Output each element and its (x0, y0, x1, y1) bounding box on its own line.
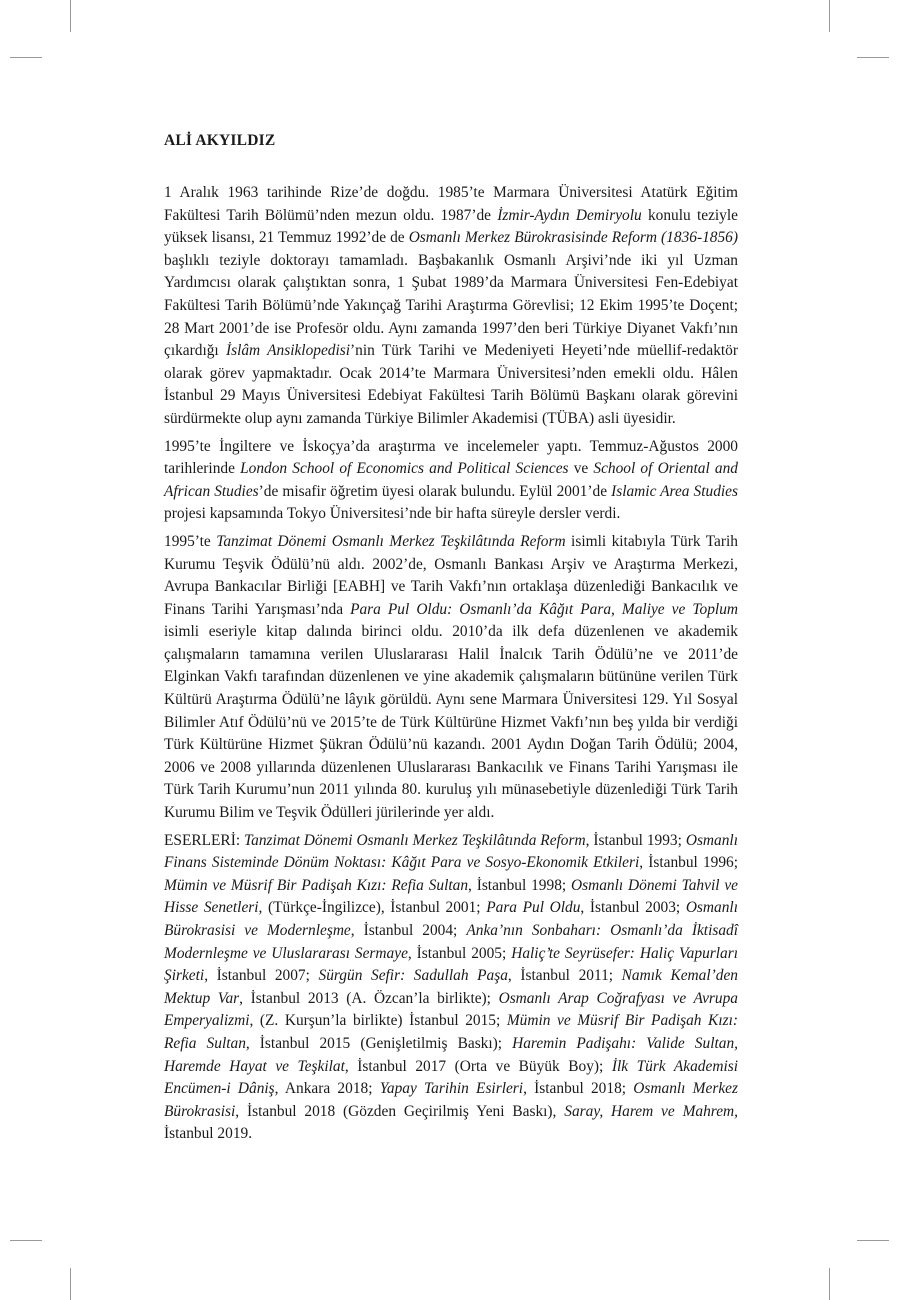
crop-mark-top-left-horizontal (10, 57, 42, 58)
italic-title: Tanzimat Dönemi Osmanlı Merkez Teşkilâtında Reform (244, 831, 586, 849)
text-run: , İstanbul 2011; (507, 967, 622, 985)
biography-paragraph (164, 182, 738, 431)
text-run: (Türkçe-İngilizce), İstanbul 2001; (262, 899, 487, 917)
crop-mark-bottom-left-horizontal (10, 1240, 42, 1241)
text-run: konulu teziyle yüksek lisansı, 21 Temmuz 1992’de de (164, 206, 738, 247)
italic-title: London School of Economics and Political Sciences (240, 460, 569, 478)
italic-title: Osmanlı Merkez Bürokrasisinde Reform (1836-1856) (408, 229, 738, 247)
italic-title: Islamic Area Studies (611, 482, 738, 500)
crop-mark-bottom-right-vertical (829, 1268, 830, 1300)
crop-mark-top-right-vertical (829, 0, 830, 32)
italic-title: Tanzimat Dönemi Osmanlı Merkez Teşkilâtında Reform (216, 532, 566, 550)
text-run: , İstanbul 2004; (350, 922, 467, 939)
author-heading: ALİ AKYILDIZ (164, 132, 276, 149)
italic-title: Mümin ve Müsrif Bir Padişah Kızı: Refia Sultan (164, 1012, 738, 1052)
text-run: , İstanbul 2013 (A. Özcan’la birlikte); (239, 989, 499, 1007)
research-paragraph (164, 436, 738, 526)
text-run: 1995’te İngiltere ve İskoçya’da araştırma ve incelemeler yaptı. Temmuz-Ağustos 2000 tarihlerinde (164, 437, 738, 478)
text-run: , (Z. Kurşun’la birlikte) İstanbul 2015; (249, 1012, 507, 1030)
text-run: , İstanbul 2015 (Genişletilmiş Baskı); (245, 1034, 513, 1052)
italic-title: Haliç’te Seyrüsefer: Haliç Vapurları Şirketi (164, 944, 738, 985)
text-run: isimli eseriyle kitap dalında birinci oldu. 2010’da ilk defa düzenlenen ve akademik çalışmaların tamamına verilen Uluslararası Halil İnalcık Tarih Ödülü’ne ve 2011’de Elginkan Vakfı tarafından düzenlenen ve yine akademik çalışmaların bütününe verilen Türk Kültürü Araştırma Ödülü’ne lâyık görüldü. Aynı sene Marmara Üniversitesi 129. Yıl Sosyal Bilimler Atıf Ödülü’nü ve 2015’te de Türk Kültürüne Hizmet Vakfı’nın beş yılda bir verdiği Türk Kültürüne Hizmet Şükran Ödülü’nü kazandı. 2001 Aydın Doğan Tarih Ödülü; 2004, 2006 ve 2008 yıllarında düzenlenen Uluslararası Bankacılık ve Finans Tarihi Yarışması ile Türk Tarih Kurumu’nun 2011 yılında 80. kuruluş yılı münasebetiyle düzenlediği Türk Tarih Kurumu Bilim ve Teşvik Ödülleri jürilerinde yer aldı. (164, 623, 738, 822)
page-content (164, 132, 738, 1151)
text-run: , İstanbul 1996; (639, 854, 738, 872)
text-run: , İstanbul 2007; (204, 967, 319, 985)
italic-title: Osmanlı Arap Coğrafyası ve Avrupa Emperyalizmi (164, 989, 738, 1030)
crop-mark-top-right-horizontal (857, 57, 889, 58)
italic-title: Mümin ve Müsrif Bir Padişah Kızı: Refia Sultan (164, 876, 469, 894)
text-run: ESERLERİ: (164, 831, 245, 849)
text-run: , İstanbul 2017 (Orta ve Büyük Boy); (344, 1057, 612, 1075)
italic-title: Para Pul Oldu (486, 899, 581, 917)
text-run: , Ankara 2018; (274, 1080, 380, 1098)
awards-paragraph (164, 531, 738, 825)
italic-title: Osmanlı Bürokrasisi ve Modernleşme (164, 899, 738, 939)
italic-title: School of Oriental and African Studies (164, 460, 738, 500)
italic-title: Para Pul Oldu: Osmanlı’da Kâğıt Para, Maliye ve Toplum (350, 600, 739, 618)
text-run: İstanbul 2019. (164, 1125, 253, 1143)
italic-title: Namık Kemal’den Mektup Var (164, 967, 738, 1007)
crop-mark-top-left-vertical (70, 0, 71, 32)
text-run: başlıklı teziyle doktorayı tamamladı. Başbakanlık Osmanlı Arşivi’nde iki yıl Uzman Yardımcısı olarak çalıştıktan sonra, 1 Şubat 1989’da Marmara Üniversitesi Fen-Edebiyat Fakültesi Tarih Bölümü’nde Yakınçağ Tarihi Araştırma Görevlisi; 12 Ekim 1995’te Doçent; 28 Mart 2001’de ise Profesör oldu. Aynı zamanda 1997’den beri Türkiye Diyanet Vakfı’nın çıkardığı (164, 251, 738, 360)
italic-title: Sürgün Sefir: Sadullah Paşa (318, 967, 508, 985)
italic-title: Haremin Padişahı: Valide Sultan, Haremde Hayat ve Teşkilat (164, 1034, 738, 1075)
italic-title: İslâm Ansiklopedisi (225, 342, 351, 360)
text-run: , İstanbul 2003; (580, 899, 686, 917)
italic-title: Saray, Harem ve Mahrem, (564, 1102, 738, 1120)
text-run: isimli kitabıyla Türk Tarih Kurumu Teşvik Ödülü’nü aldı. 2002’de, Osmanlı Bankası Arşiv ve Araştırma Merkezi, Avrupa Bankacılar Birliği [EABH] ve Tarih Vakfı’nın ortaklaşa düzenlediği Bankacılık ve Finans Tarihi Yarışması’nda (164, 532, 738, 618)
italic-title: Osmanlı Dönemi Tahvil ve Hisse Senetleri, (164, 876, 738, 917)
italic-title: Yapay Tarihin Esirleri (379, 1080, 524, 1098)
text-run: , İstanbul 2018; (523, 1080, 634, 1098)
italic-title: Osmanlı Finans Sisteminde Dönüm Noktası: Kâğıt Para ve Sosyo-Ekonomik Etkileri (164, 831, 738, 872)
text-run: ’nin Türk Tarihi ve Medeniyeti Heyeti’nde müellif-redaktör olarak görev yapmaktadır. Ocak 2014’te Marmara Üniversitesi’nden emekli oldu. Hâlen İstanbul 29 Mayıs Üniversitesi Edebiyat Fakültesi Tarih Bölümü Başkanı olarak görevini sürdürmekte olup aynı zamanda Türkiye Bilimler Akademisi (TÜBA) asli üyesidir. (164, 342, 738, 427)
text-run: , İstanbul 1998; (468, 876, 572, 894)
text-run: ’de misafir öğretim üyesi olarak bulundu. Eylül 2001’de (258, 482, 612, 500)
italic-title: İzmir-Aydın Demiryolu (497, 206, 642, 224)
italic-title: Anka’nın Sonbaharı: Osmanlı’da İktisadî Modernleşme ve Uluslararası Sermaye (164, 922, 738, 962)
works-paragraph (164, 830, 738, 1146)
text-run: , İstanbul 2005; (407, 944, 512, 962)
italic-title: Osmanlı Merkez Bürokrasisi (164, 1080, 738, 1120)
text-run: projesi kapsamında Tokyo Üniversitesi’nde bir hafta süreyle dersler verdi. (164, 505, 621, 523)
crop-mark-bottom-right-horizontal (857, 1240, 889, 1241)
text-run: , İstanbul 1993; (585, 831, 686, 849)
crop-mark-bottom-left-vertical (70, 1268, 71, 1300)
text-run: 1 Aralık 1963 tarihinde Rize’de doğdu. 1985’te Marmara Üniversitesi Atatürk Eğitim Fakültesi Tarih Bölümü’nden mezun oldu. 1987’de (164, 184, 738, 224)
text-run: ve (568, 460, 594, 478)
text-run: , İstanbul 2018 (Gözden Geçirilmiş Yeni Baskı), (235, 1102, 565, 1120)
italic-title: İlk Türk Akademisi Encümen-i Dâniş (164, 1057, 738, 1098)
text-run: 1995’te (164, 532, 217, 550)
